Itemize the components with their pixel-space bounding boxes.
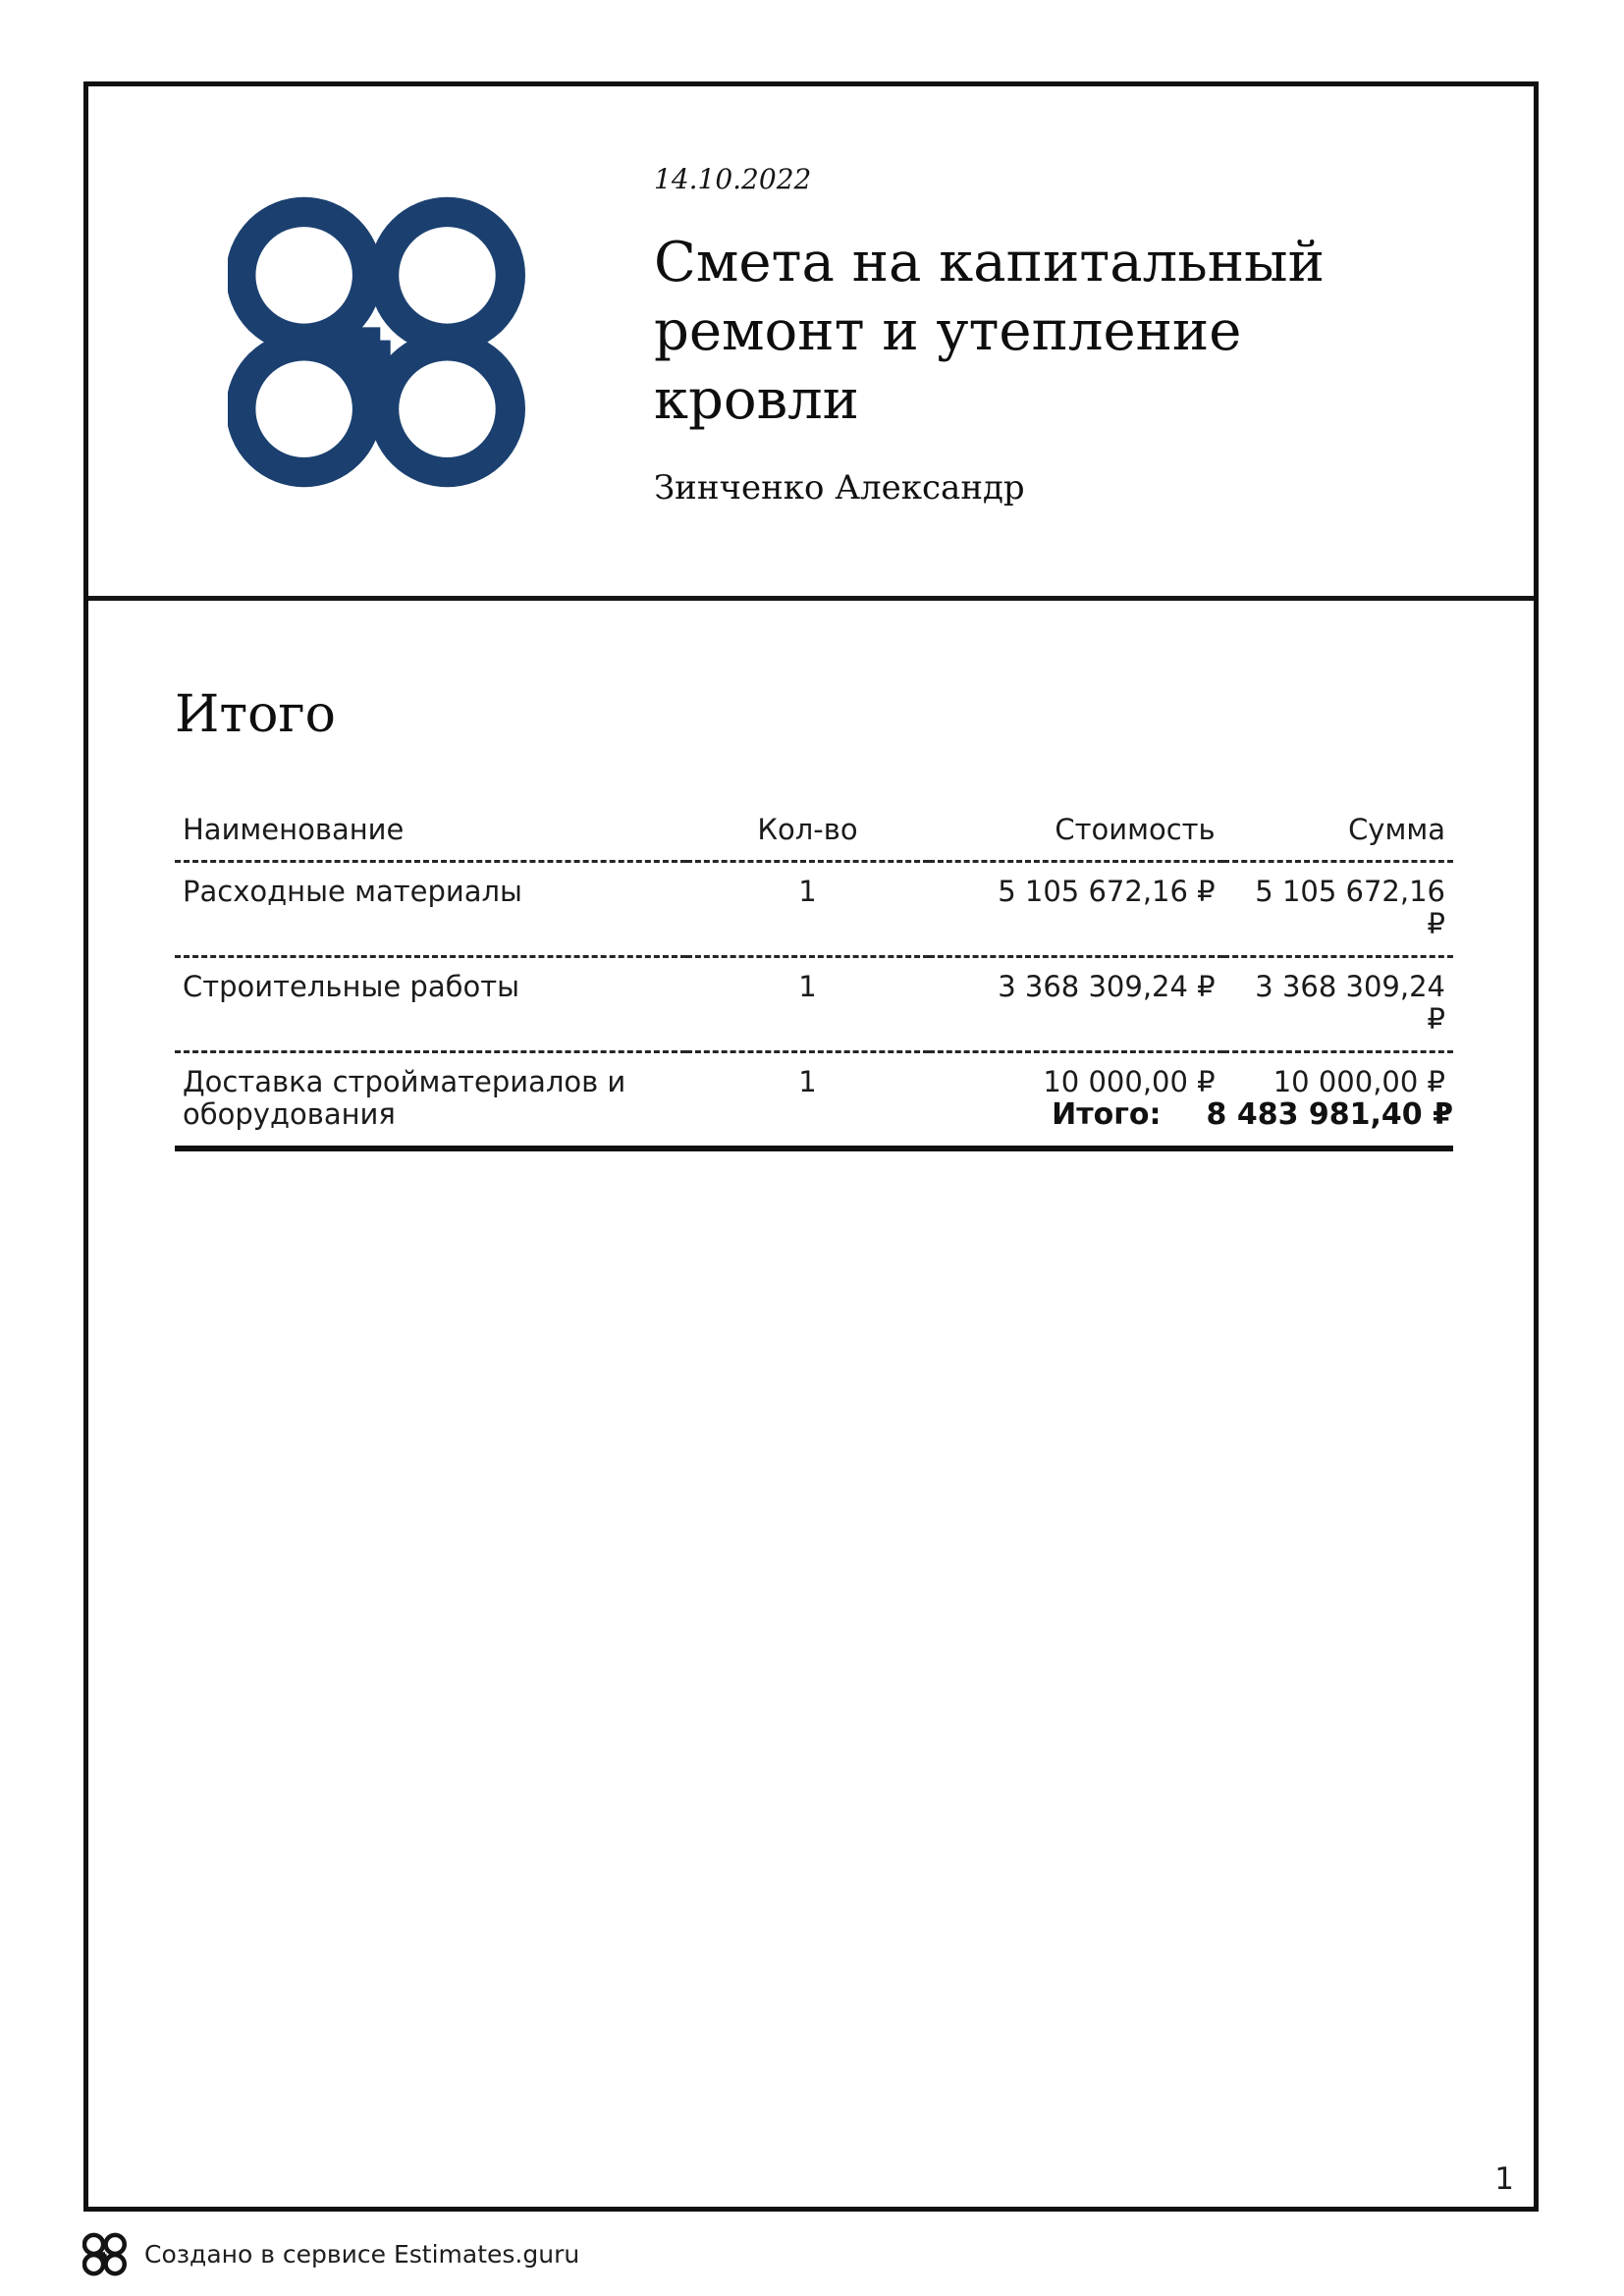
document-author: Зинченко Александр: [654, 468, 1025, 507]
cell-qty: 1: [686, 862, 929, 957]
col-header-name: Наименование: [175, 805, 686, 862]
cell-qty: 1: [686, 957, 929, 1052]
cell-sum: 10 000,00 ₽: [1272, 1065, 1445, 1098]
col-header-qty: Кол-во: [686, 805, 929, 862]
cell-sum: 3 368 309,24 ₽: [1223, 957, 1453, 1052]
header-section: [88, 86, 1534, 601]
header-text-block: [654, 163, 1459, 507]
footer: [82, 2232, 579, 2276]
total-value: 8 483 981,40 ₽: [1206, 1097, 1453, 1132]
table-row: [175, 862, 1453, 957]
footer-clover-logo-icon: [82, 2232, 127, 2276]
cell-sum: 5 105 672,16 ₽: [1223, 862, 1453, 957]
total-line: [175, 1097, 1453, 1132]
page-border: [83, 81, 1539, 2212]
cell-price: 5 105 672,16 ₽: [929, 862, 1222, 957]
summary-heading: Итого: [175, 685, 336, 744]
cell-name: Доставка стройматериалов и оборудования: [183, 1065, 626, 1131]
summary-table-header: [175, 805, 1453, 862]
cell-name: Расходные материалы: [175, 862, 686, 957]
brand-clover-logo-icon: [228, 193, 525, 491]
col-header-price: Стоимость: [929, 805, 1222, 862]
document-title: Смета на капитальный ремонт и утепление кровли: [654, 231, 1325, 432]
document-date: 14.10.2022: [654, 163, 812, 195]
cell-qty: 1: [798, 1065, 817, 1098]
cell-name: Строительные работы: [175, 957, 686, 1052]
col-header-sum: Сумма: [1223, 805, 1453, 862]
footer-credit: Создано в сервисе Estimates.guru: [144, 2239, 580, 2269]
cell-price: 3 368 309,24 ₽: [929, 957, 1222, 1052]
table-row: [175, 957, 1453, 1052]
cell-price: 10 000,00 ₽: [1043, 1065, 1216, 1098]
total-label: Итого:: [1052, 1097, 1162, 1132]
page-number: 1: [1494, 2162, 1514, 2197]
